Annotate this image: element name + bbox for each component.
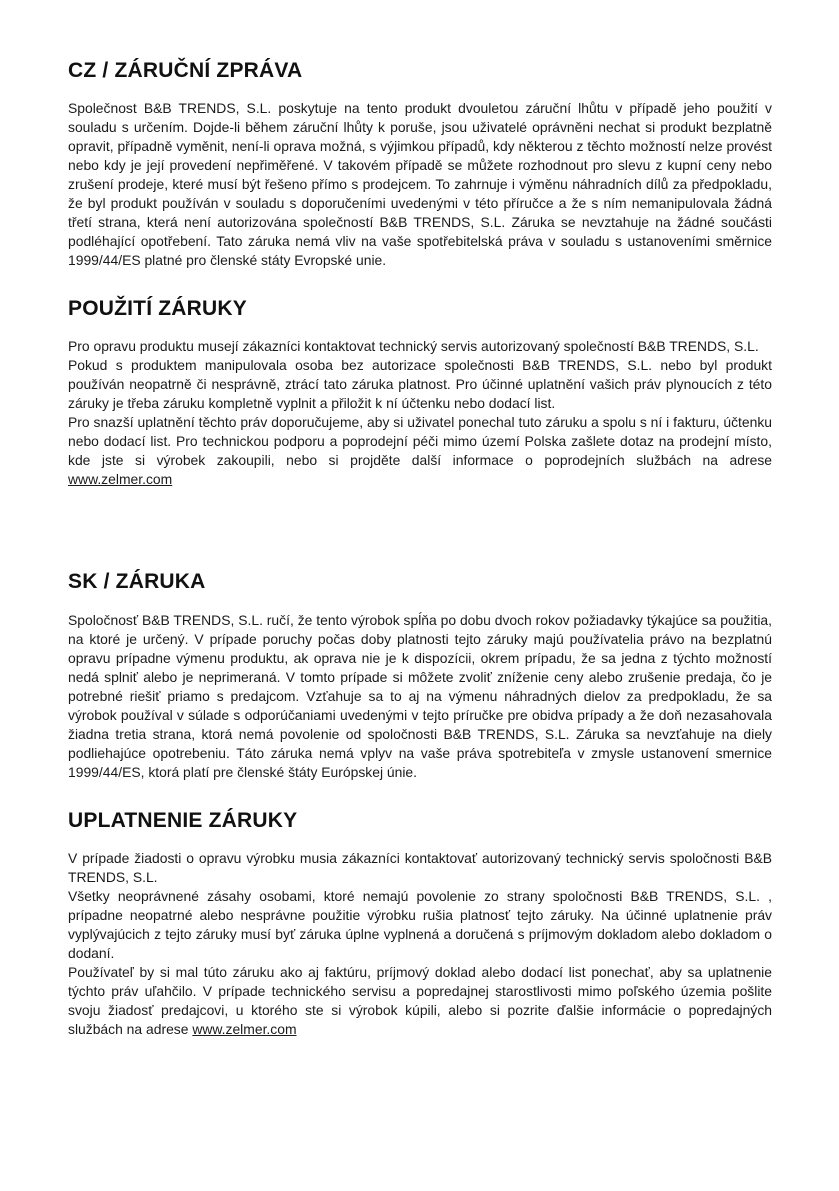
section-cz-warranty (68, 58, 772, 270)
heading-sk-warranty: SK / ZÁRUKA (68, 570, 206, 594)
paragraph-sk-use-3 (68, 963, 772, 1039)
paragraph-cz-use-3-text: Pro snazší uplatnění těchto práv doporučujeme, aby si uživatel ponechal tuto záruku a spolu s ní i fakturu, účtenku nebo dodací list. Pro technickou podporu a poprodejní péči mimo území Polska zašlete dotaz na prodejní místo, kde jste si výrobek zakoupili, nebo si projděte další informace o poprodejních službách na adrese (68, 414, 772, 469)
paragraph-sk-warranty: Spoločnosť B&B TRENDS, S.L. ručí, že tento výrobok spĺňa po dobu dvoch rokov požiadavky týkajúce sa použitia, na ktoré je určený. V prípade poruchy počas doby platnosti tejto záruky majú používatelia právo na bezplatnú opravu prípadne výmenu produktu, ak oprava nie je k dispozícii, okrem prípadu, že sa jedna z týchto možností nedá splniť alebo je neprimeraná. V tomto prípade si môžete zvoliť zníženie ceny alebo zrušenie predaja, čo je potrebné riešiť priamo s predajcom. Vzťahuje sa to aj na výmenu náhradných dielov za predpokladu, že sa výrobok používal v súlade s odporúčaniami uvedenými v tejto príručke pre obidva prípady a že doň nezasahovala žiadna tretia strana, ktorá nemá povolenie od spoločnosti B&B TRENDS, S.L. Záruka sa nevzťahuje na diely podliehajúce opotrebeniu. Táto záruka nemá vplyv na vaše práva spotrebiteľa v zmysle ustanovení smernice 1999/44/ES, ktorá platí pre členské štáty Európskej únie. (68, 611, 772, 780)
paragraph-sk-use-2: Všetky neoprávnené zásahy osobami, ktoré nemajú povolenie zo strany spoločnosti B&B TRENDS, S.L. , prípadne neopatrné alebo nesprávne použitie výrobku rušia platnosť tejto záruky. Na účinné uplatnenie práv vyplývajúcich z tejto záruky musí byť záruka úplne vyplnená a doručená s príjmovým dokladom alebo dokladom o dodaní. (68, 887, 772, 961)
heading-sk-use: UPLATNENIE ZÁRUKY (68, 808, 298, 832)
paragraph-cz-warranty: Společnost B&B TRENDS, S.L. poskytuje na tento produkt dvouletou záruční lhůtu v případě jeho použití v souladu s určením. Dojde-li během záruční lhůty k poruše, jsou uživatelé oprávněni nechat si produkt bezplatně opravit, případně vyměnit, není-li oprava možná, s výjimkou případů, kdy některou z těchto možností nelze provést nebo kdy je její provedení nepřiměřené. V takovém případě se můžete rozhodnout pro slevu z kupní ceny nebo zrušení prodeje, které musí být řešeno přímo s prodejcem. To zahrnuje i výměnu náhradních dílů za předpokladu, že byl produkt používán v souladu s doporučeními uvedenými v této příručce a že s ním nemanipulovala žádná třetí strana, která není autorizována společností B&B TRENDS, S.L. Záruka se nevztahuje na žádné součásti podléhající opotřebení. Tato záruka nemá vliv na vaše spotřebitelská práva v souladu s ustanoveními směrnice 1999/44/ES platné pro členské státy Evropské unie. (68, 100, 772, 269)
paragraph-sk-use-1: V prípade žiadosti o opravu výrobku musia zákazníci kontaktovať autorizovaný technický servis spoločnosti B&B TRENDS, S.L. (68, 849, 772, 885)
heading-cz-warranty: CZ / ZÁRUČNÍ ZPRÁVA (68, 59, 303, 82)
paragraph-cz-use-1: Pro opravu produktu musejí zákazníci kontaktovat technický servis autorizovaný společností B&B TRENDS, S.L. (68, 338, 759, 355)
section-cz-use (68, 296, 772, 489)
section-sk-use (68, 808, 772, 1039)
heading-cz-use: POUŽITÍ ZÁRUKY (68, 297, 247, 321)
paragraph-cz-use-3 (68, 413, 772, 489)
zelmer-link-sk[interactable]: www.zelmer.com (192, 1020, 297, 1037)
zelmer-link-cz[interactable]: www.zelmer.com (68, 471, 173, 488)
section-sk-warranty (68, 569, 772, 781)
paragraph-sk-use-3-text: Používateľ by si mal túto záruku ako aj faktúru, príjmový doklad alebo dodací list ponechať, aby sa uplatnenie týchto práv uľahčilo. V prípade technického servisu a popredajnej starostlivosti mimo poľského územia pošlite svoju žiadosť predajcovi, u ktorého ste si výrobok kúpili, alebo si pozrite ďalšie informácie o popredajných službách na adrese (68, 963, 772, 1037)
paragraph-cz-use-2: Pokud s produktem manipulovala osoba bez autorizace společnosti B&B TRENDS, S.L. nebo byl produkt používán neopatrně či nesprávně, ztrácí tato záruka platnost. Pro účinné uplatnění vašich práv plynoucích z této záruky je třeba záruku kompletně vyplnit a přiložit k ní účtenku nebo dodací list. (68, 357, 772, 412)
